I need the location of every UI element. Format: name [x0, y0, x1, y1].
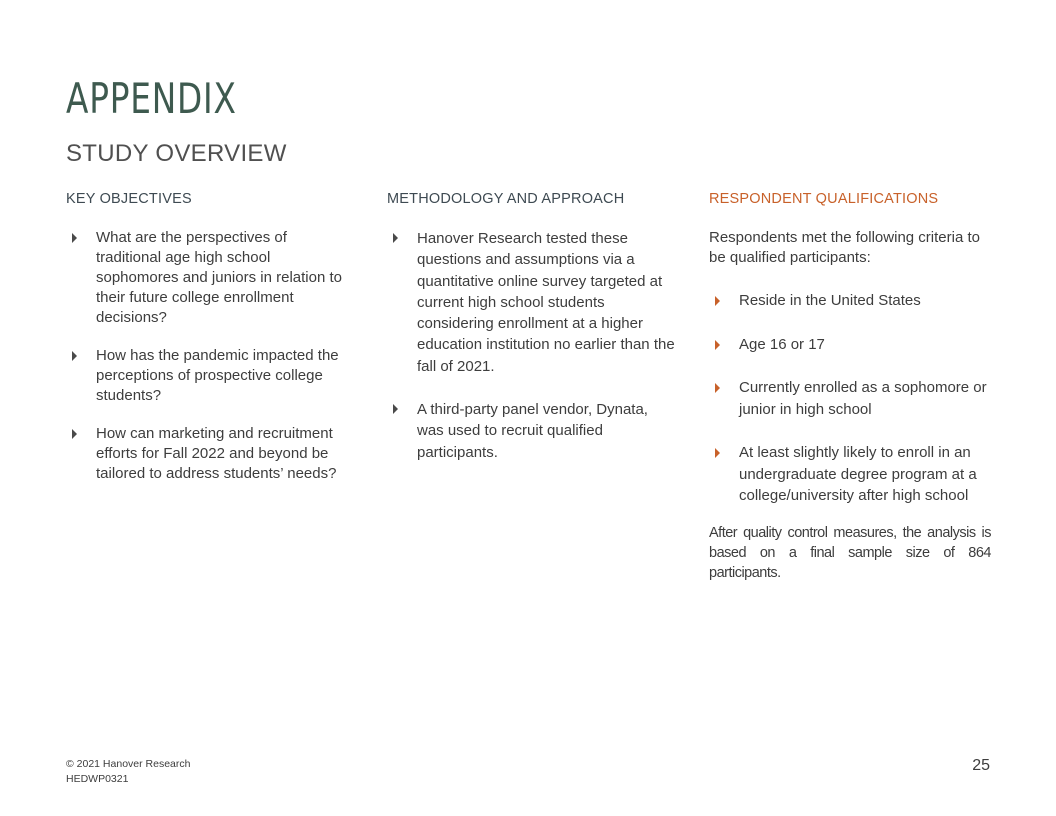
document-code: HEDWP0321	[66, 773, 129, 785]
key-objectives-heading: KEY OBJECTIVES	[66, 191, 192, 207]
list-item-text: Hanover Research tested these questions and assumptions via a quantitative online survey targeted at current high school students considering enrollment at a higher education institution no earlier than the fall of 2021.	[417, 230, 675, 375]
list-item	[387, 228, 677, 377]
page-number: 25	[972, 757, 990, 774]
qualifications-list	[709, 290, 991, 507]
triangle-bullet-icon	[72, 233, 77, 243]
triangle-bullet-icon	[72, 351, 77, 361]
qualifications-intro: Respondents met the following criteria to be qualified participants:	[709, 229, 980, 266]
triangle-bullet-icon	[393, 404, 398, 414]
list-item	[709, 442, 991, 507]
page-title: APPENDIX	[66, 74, 237, 123]
methodology-list	[387, 228, 677, 463]
sample-size-note: After quality control measures, the analysis is based on a final sample size of 864 participants.	[709, 524, 991, 581]
list-item-text: Reside in the United States	[739, 292, 921, 309]
list-item	[709, 334, 991, 356]
list-item-text: A third-party panel vendor, Dynata, was used to recruit qualified participants.	[417, 401, 648, 461]
list-item	[709, 377, 991, 420]
respondent-qualifications-column	[709, 190, 991, 583]
list-item	[66, 228, 356, 328]
triangle-bullet-icon	[72, 429, 77, 439]
copyright-text: © 2021 Hanover Research	[66, 758, 191, 770]
triangle-bullet-icon	[715, 383, 720, 393]
list-item-text: Age 16 or 17	[739, 335, 825, 353]
list-item	[66, 346, 356, 406]
key-objectives-list	[66, 228, 356, 484]
triangle-bullet-icon	[715, 340, 720, 350]
methodology-heading: METHODOLOGY AND APPROACH	[387, 191, 625, 207]
list-item	[66, 424, 356, 484]
list-item-text: What are the perspectives of traditional age high school sophomores and juniors in relation to their future college enrollment decisions?	[96, 229, 342, 326]
triangle-bullet-icon	[715, 448, 720, 458]
list-item-text: How has the pandemic impacted the perceptions of prospective college students?	[96, 347, 339, 404]
triangle-bullet-icon	[393, 233, 398, 243]
triangle-bullet-icon	[715, 296, 720, 306]
page-subtitle: STUDY OVERVIEW	[66, 140, 287, 167]
key-objectives-column	[66, 190, 356, 502]
list-item-text: At least slightly likely to enroll in an undergraduate degree program at a college/university after high school	[739, 444, 977, 504]
list-item	[387, 399, 677, 463]
respondent-qualifications-heading: RESPONDENT QUALIFICATIONS	[709, 191, 939, 207]
methodology-column	[387, 190, 677, 485]
list-item	[709, 290, 991, 312]
list-item-text: How can marketing and recruitment efforts for Fall 2022 and beyond be tailored to address students’ needs?	[96, 425, 337, 482]
list-item-text: Currently enrolled as a sophomore or junior in high school	[739, 379, 987, 418]
page-footer	[66, 757, 190, 787]
